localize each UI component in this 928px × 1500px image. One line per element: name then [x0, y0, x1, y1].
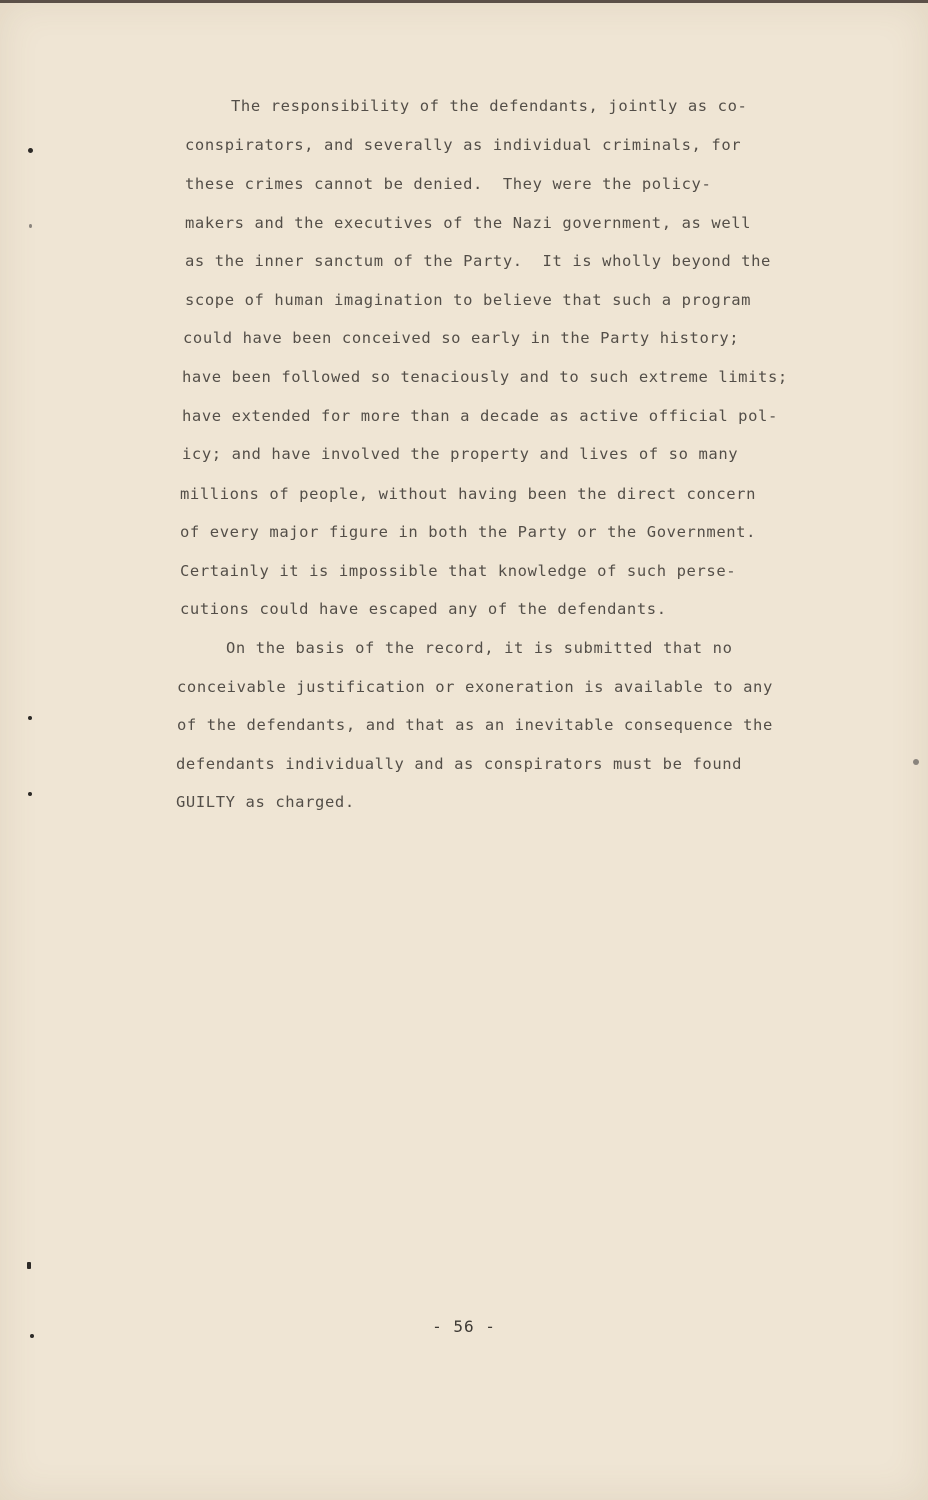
text-line: conceivable justification or exoneration is available to any — [177, 678, 773, 696]
text-line: as the inner sanctum of the Party. It is wholly beyond the — [185, 252, 771, 270]
text-line: GUILTY as charged. — [176, 793, 355, 811]
text-line: The responsibility of the defendants, jointly as co- — [231, 97, 748, 115]
text-line: On the basis of the record, it is submitted that no — [226, 639, 733, 657]
text-line: makers and the executives of the Nazi government, as well — [185, 214, 752, 232]
text-line: of the defendants, and that as an inevitable consequence the — [177, 716, 773, 734]
scan-top-edge — [0, 0, 928, 3]
page-number: - 56 - — [432, 1317, 496, 1336]
binder-hole-mark — [27, 1262, 31, 1269]
text-line: conspirators, and severally as individual criminals, for — [185, 136, 742, 154]
text-line: Certainly it is impossible that knowledge of such perse- — [180, 562, 737, 580]
text-line: have extended for more than a decade as active official pol- — [182, 407, 778, 425]
text-line: of every major figure in both the Party or the Government. — [180, 523, 757, 541]
text-line: have been followed so tenaciously and to such extreme limits; — [182, 368, 788, 386]
text-line: defendants individually and as conspirators must be found — [176, 755, 743, 773]
text-line: could have been conceived so early in the Party history; — [183, 329, 740, 347]
text-line: these crimes cannot be denied. They were the policy- — [185, 175, 712, 193]
text-line: cutions could have escaped any of the defendants. — [180, 600, 667, 618]
text-line: millions of people, without having been the direct concern — [180, 485, 757, 503]
text-line: scope of human imagination to believe that such a program — [185, 291, 752, 309]
text-line: icy; and have involved the property and lives of so many — [182, 445, 739, 463]
